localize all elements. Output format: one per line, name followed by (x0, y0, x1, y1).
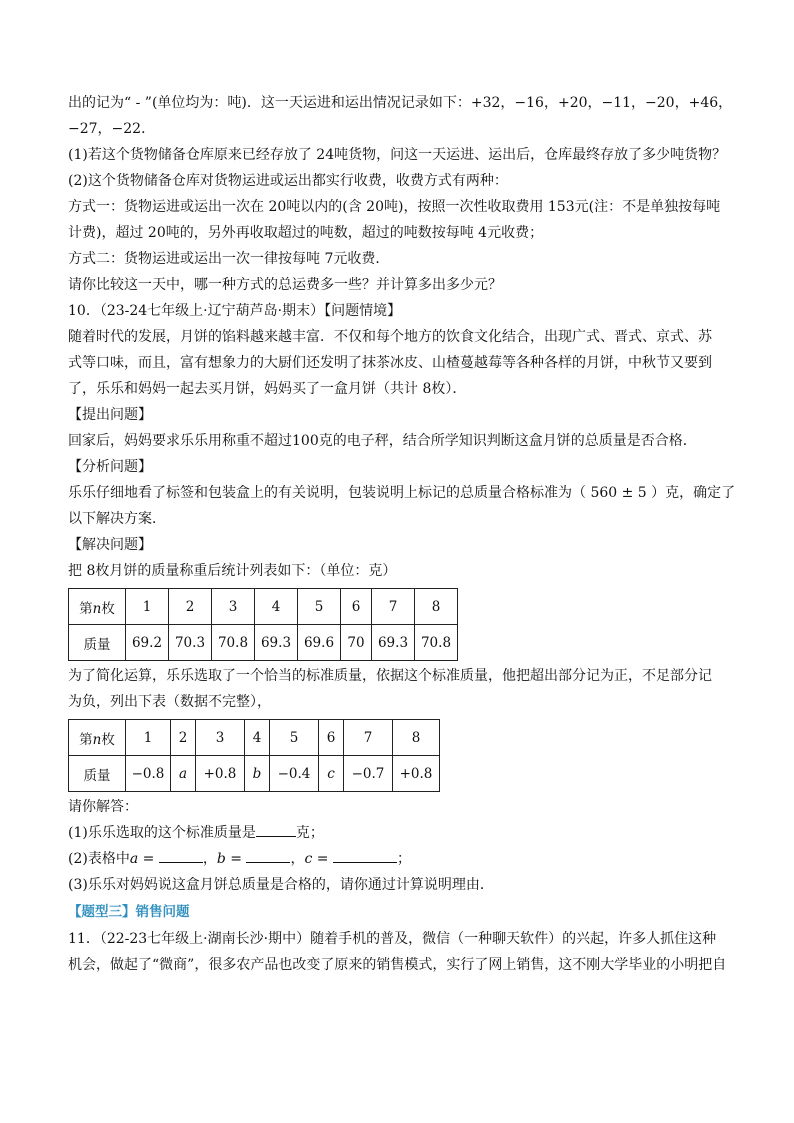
answer-blank (159, 848, 203, 863)
table-cell: b (245, 756, 270, 792)
table-cell: 8 (415, 589, 458, 625)
table-cell: 6 (319, 720, 344, 756)
question-part-3: (3)乐乐对妈妈说这盒月饼总质量是合格的，请你通过计算说明理由． (68, 877, 494, 893)
table-cell: 70.3 (169, 625, 212, 661)
text-line: 方式二：货物运进或运出一次一律按每吨 7元收费． (68, 251, 390, 267)
answer-blank (256, 822, 296, 837)
table-cell: 70 (341, 625, 372, 661)
table-cell: 69.3 (372, 625, 415, 661)
table-row (69, 720, 440, 756)
table-cell: 2 (169, 589, 212, 625)
text-line: 回家后，妈妈要求乐乐用称重不超过100克的电子秤，结合所学知识判断这盒月饼的总质量是否合格． (68, 433, 697, 449)
text-line: 请你解答： (68, 799, 138, 815)
text-line: −27，−22． (68, 121, 156, 137)
table-cell: 70.8 (415, 625, 458, 661)
table-cell: 5 (298, 589, 341, 625)
table-row-label: 质量 (69, 625, 126, 661)
table-cell: 4 (245, 720, 270, 756)
table-row-label: 质量 (69, 756, 126, 792)
table-cell: 69.2 (126, 625, 169, 661)
table-cell: 1 (126, 720, 171, 756)
text-line: 请你比较这一天中，哪一种方式的总运费多一些？并计算多出多少元？ (68, 277, 502, 293)
text-line: 把 8枚月饼的质量称重后统计列表如下：（单位：克） (68, 563, 397, 579)
table-cell: −0.8 (126, 756, 171, 792)
table-row (69, 625, 458, 661)
table-cell: −0.7 (344, 756, 393, 792)
text-line: 随着时代的发展，月饼的馅料越来越丰富．不仅和每个地方的饮食文化结合，出现广式、晋式、京式、苏 (68, 329, 712, 345)
table-cell: 6 (341, 589, 372, 625)
document-body (68, 90, 736, 978)
table-cell: 5 (270, 720, 319, 756)
table-cell: 3 (212, 589, 255, 625)
text-line: 出的记为“ - ”(单位均为：吨)．这一天运进和运出情况记录如下：+32，−16，+20，−11，−20，+46， (68, 95, 733, 111)
text-line: 以下解决方案． (68, 511, 166, 527)
table-cell: −0.4 (270, 756, 319, 792)
table-cell: 8 (393, 720, 440, 756)
subheading: 【解决问题】 (68, 537, 152, 553)
text-line: 机会，做起了“微商”，很多农产品也改变了原来的销售模式，实行了网上销售，这不刚大学毕业的小明把自 (68, 957, 727, 973)
table-cell: +0.8 (393, 756, 440, 792)
question-part-2: (2)表格中a = ，b = ，c = ； (68, 846, 736, 872)
table-cell: 69.3 (255, 625, 298, 661)
table-header-cell: 第n枚 (69, 720, 126, 756)
table-cell: c (319, 756, 344, 792)
table-cell: 2 (171, 720, 196, 756)
question-part-1: (1)若这个货物储备仓库原来已经存放了 24吨货物，问这一天运进、运出后，仓库最终存放了多少吨货物？ (68, 147, 727, 163)
question-part-1: (1)乐乐选取的这个标准质量是 克； (68, 820, 736, 846)
table-header-cell: 第n枚 (69, 589, 126, 625)
table-cell: 4 (255, 589, 298, 625)
table-cell: a (171, 756, 196, 792)
table-cell: 70.8 (212, 625, 255, 661)
answer-blank (333, 848, 397, 863)
table-cell: 3 (196, 720, 245, 756)
table-cell: 7 (372, 589, 415, 625)
text-line: 乐乐仔细地看了标签和包装盒上的有关说明，包装说明上标记的总质量合格标准为（ 560 ± 5 ）克，确定了 (68, 485, 736, 501)
text-line: 为了简化运算，乐乐选取了一个恰当的标准质量，依据这个标准质量，他把超出部分记为正，不足部分记 (68, 668, 712, 684)
text-line: 了，乐乐和妈妈一起去买月饼，妈妈买了一盒月饼（共计 8枚）． (68, 381, 467, 397)
question-10-header: 10．（23-24七年级上·辽宁葫芦岛·期末）【问题情境】 (68, 303, 402, 319)
subheading: 【分析问题】 (68, 459, 152, 475)
mass-table (68, 588, 458, 661)
table-cell: 1 (126, 589, 169, 625)
question-11-header: 11．（22-23七年级上·湖南长沙·期中）随着手机的普及，微信（一种聊天软件）的兴起，许多人抓住这种 (68, 931, 717, 947)
text-line: 为负，列出下表（数据不完整）， (68, 694, 271, 710)
deviation-table (68, 719, 440, 792)
table-cell: 7 (344, 720, 393, 756)
question-part-2: (2)这个货物储备仓库对货物运进或运出都实行收费，收费方式有两种： (68, 173, 508, 189)
table-cell: 69.6 (298, 625, 341, 661)
table-row (69, 756, 440, 792)
text-line: 计费)，超过 20吨的，另外再收取超过的吨数，超过的吨数按每吨 4元收费； (68, 225, 544, 241)
text-line: 方式一：货物运进或运出一次在 20吨以内的(含 20吨)，按照一次性收取费用 153元(注：不是单独按每吨 (68, 199, 721, 215)
text-line: 式等口味，而且，富有想象力的大厨们还发明了抹茶冰皮、山楂蔓越莓等各种各样的月饼，中秋节又要到 (68, 355, 712, 371)
section-title: 【题型三】销售问题 (68, 904, 190, 920)
subheading: 【提出问题】 (68, 407, 152, 423)
answer-blank (246, 848, 290, 863)
table-row (69, 589, 458, 625)
table-cell: +0.8 (196, 756, 245, 792)
